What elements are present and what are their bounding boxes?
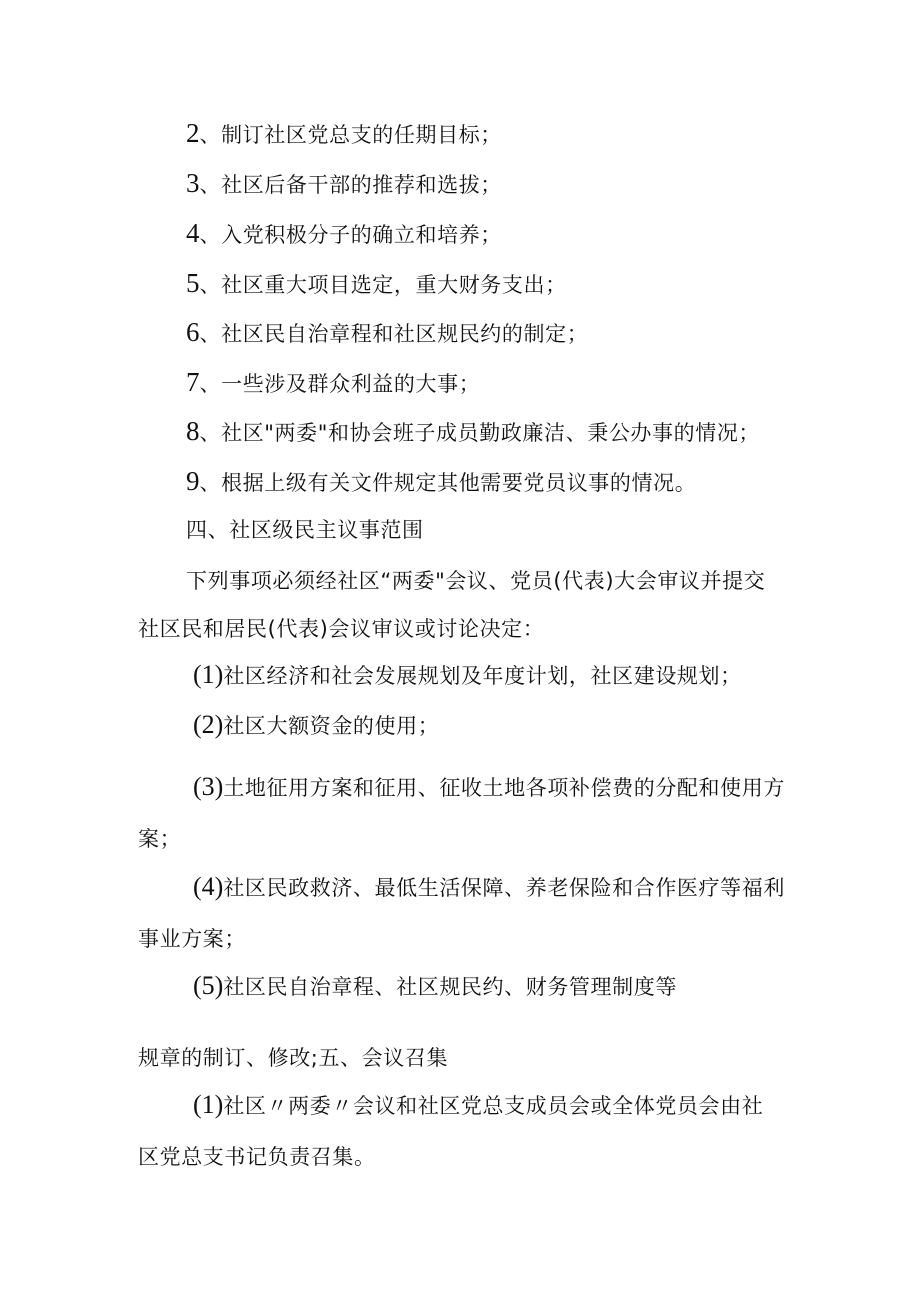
item-text: 、制订社区党总支的任期目标； <box>199 123 502 147</box>
paragraph-text: 事业方案； <box>138 927 246 951</box>
list-item-p1-b <box>193 1090 763 1121</box>
item-text: 社区经济和社会发展规划及年度计划，社区建设规划； <box>223 664 742 688</box>
item-text: 、社区后备干部的推荐和选拔； <box>199 173 502 197</box>
item-number: (2) <box>193 710 224 739</box>
list-item-6 <box>186 317 588 349</box>
list-item-p4 <box>193 872 785 903</box>
item-number: (4) <box>193 872 224 901</box>
heading-text: 四、社区级民主议事范围 <box>186 518 424 542</box>
list-item-9 <box>186 466 696 498</box>
paragraph-text: 下列事项必须经社区“两委"会议、党员(代表)大会审议并提交 <box>186 569 766 593</box>
list-item-p3 <box>193 772 785 803</box>
paragraph-text: 规章的制订、修改;五、会议召集 <box>138 1046 449 1070</box>
paragraph-line <box>138 614 544 644</box>
item-text: 社区民政救济、最低生活保障、养老保险和合作医疗等福利 <box>223 876 785 900</box>
item-number: 4 <box>186 218 200 248</box>
item-text: 社区大额资金的使用； <box>223 714 440 738</box>
item-number: 2 <box>186 118 200 148</box>
item-text: 社区民自治章程、社区规民约、财务管理制度等 <box>223 975 677 999</box>
item-text: 、入党积极分子的确立和培养； <box>199 223 502 247</box>
paragraph-text: 社区民和居民(代表)会议审议或讨论决定： <box>138 617 545 641</box>
paragraph-line <box>186 566 765 596</box>
list-item-8 <box>186 416 760 448</box>
item-text: 、社区重大项目选定，重大财务支出； <box>199 273 567 297</box>
list-item-3 <box>186 168 502 200</box>
list-item-p5 <box>193 971 677 1002</box>
item-text: 社区〃两委〃会议和社区党总支成员会或全体党员会由社 <box>223 1094 764 1118</box>
item-number: 7 <box>186 367 200 397</box>
paragraph-line <box>138 924 246 954</box>
item-number: 9 <box>186 466 200 496</box>
list-item-2 <box>186 118 502 150</box>
item-text: 、社区"两委"和协会班子成员勤政廉洁、秉公办事的情况； <box>199 421 761 445</box>
item-number: 3 <box>186 168 200 198</box>
paragraph-line <box>138 1043 448 1073</box>
list-item-7 <box>186 367 480 399</box>
item-number: 5 <box>186 268 200 298</box>
item-number: (1) <box>193 660 224 689</box>
item-text: 土地征用方案和征用、征收土地各项补偿费的分配和使用方 <box>223 776 785 800</box>
section-heading <box>186 515 424 545</box>
item-text: 、社区民自治章程和社区规民约的制定； <box>199 322 589 346</box>
list-item-5 <box>186 268 567 300</box>
item-number: 8 <box>186 416 200 446</box>
item-number: 6 <box>186 317 200 347</box>
paragraph-line <box>138 1142 376 1172</box>
item-text: 、一些涉及群众利益的大事； <box>199 372 481 396</box>
list-item-p2 <box>193 710 439 741</box>
paragraph-line <box>138 824 181 854</box>
item-text: 、根据上级有关文件规定其他需要党员议事的情况。 <box>199 471 697 495</box>
list-item-4 <box>186 218 502 250</box>
item-number: (1) <box>193 1090 224 1119</box>
item-number: (5) <box>193 971 224 1000</box>
list-item-p1 <box>193 660 742 691</box>
paragraph-text: 案； <box>138 827 182 851</box>
paragraph-text: 区党总支书记负责召集。 <box>138 1145 376 1169</box>
item-number: (3) <box>193 772 224 801</box>
